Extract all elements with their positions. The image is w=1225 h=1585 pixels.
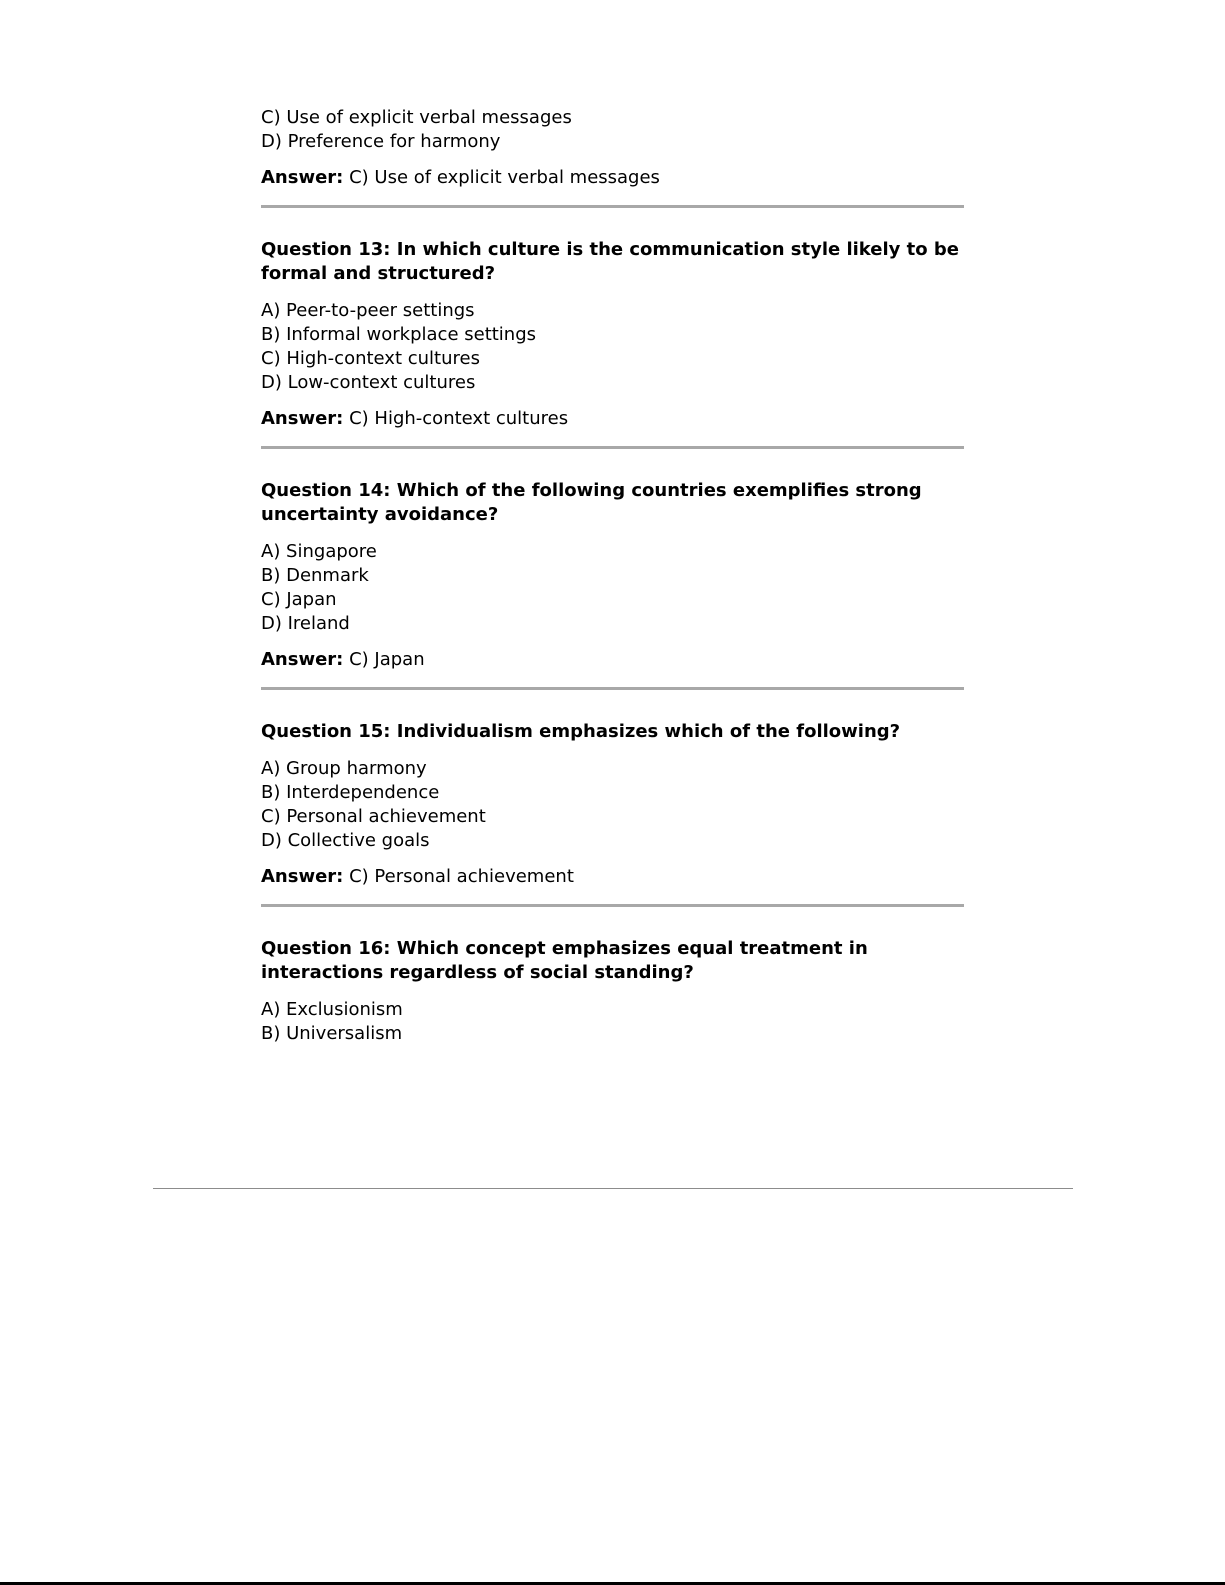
option-d: D) Preference for harmony xyxy=(261,131,501,152)
option-b: B) Informal workplace settings xyxy=(261,324,537,345)
answer-text: C) Use of explicit verbal messages xyxy=(349,167,660,188)
question-13-answer xyxy=(261,407,964,431)
question-13-title: Question 13: In which culture is the communication style likely to be formal and structured? xyxy=(261,239,960,284)
answer-label: Answer: xyxy=(261,408,344,429)
option-c: C) Personal achievement xyxy=(261,806,486,827)
divider xyxy=(261,205,964,208)
page-footer-divider xyxy=(153,1188,1073,1189)
option-a: A) Singapore xyxy=(261,541,377,562)
answer-text: C) Japan xyxy=(349,649,425,670)
question-14-options xyxy=(261,540,964,636)
option-d: D) Collective goals xyxy=(261,830,430,851)
answer-text: C) High-context cultures xyxy=(349,408,569,429)
answer-label: Answer: xyxy=(261,167,344,188)
option-d: D) Ireland xyxy=(261,613,350,634)
option-a: A) Peer-to-peer settings xyxy=(261,300,475,321)
carryover-answer xyxy=(261,166,964,190)
option-c: C) Use of explicit verbal messages xyxy=(261,107,572,128)
divider xyxy=(261,904,964,907)
answer-label: Answer: xyxy=(261,649,344,670)
question-15-answer xyxy=(261,865,964,889)
question-13-options xyxy=(261,299,964,395)
divider xyxy=(261,687,964,690)
question-14-answer xyxy=(261,648,964,672)
option-c: C) High-context cultures xyxy=(261,348,480,369)
question-16-title: Question 16: Which concept emphasizes equal treatment in interactions regardless of social standing? xyxy=(261,938,868,983)
carryover-options xyxy=(261,106,964,154)
option-a: A) Exclusionism xyxy=(261,999,403,1020)
option-b: B) Universalism xyxy=(261,1023,403,1044)
answer-text: C) Personal achievement xyxy=(349,866,574,887)
divider xyxy=(261,446,964,449)
quiz-content xyxy=(261,106,964,1046)
answer-label: Answer: xyxy=(261,866,344,887)
option-b: B) Interdependence xyxy=(261,782,440,803)
question-15-options xyxy=(261,757,964,853)
option-a: A) Group harmony xyxy=(261,758,427,779)
question-16-options xyxy=(261,998,964,1046)
option-c: C) Japan xyxy=(261,589,337,610)
option-d: D) Low-context cultures xyxy=(261,372,476,393)
question-14-title: Question 14: Which of the following countries exemplifies strong uncertainty avoidance? xyxy=(261,480,922,525)
option-b: B) Denmark xyxy=(261,565,369,586)
question-15-title: Question 15: Individualism emphasizes which of the following? xyxy=(261,721,901,742)
